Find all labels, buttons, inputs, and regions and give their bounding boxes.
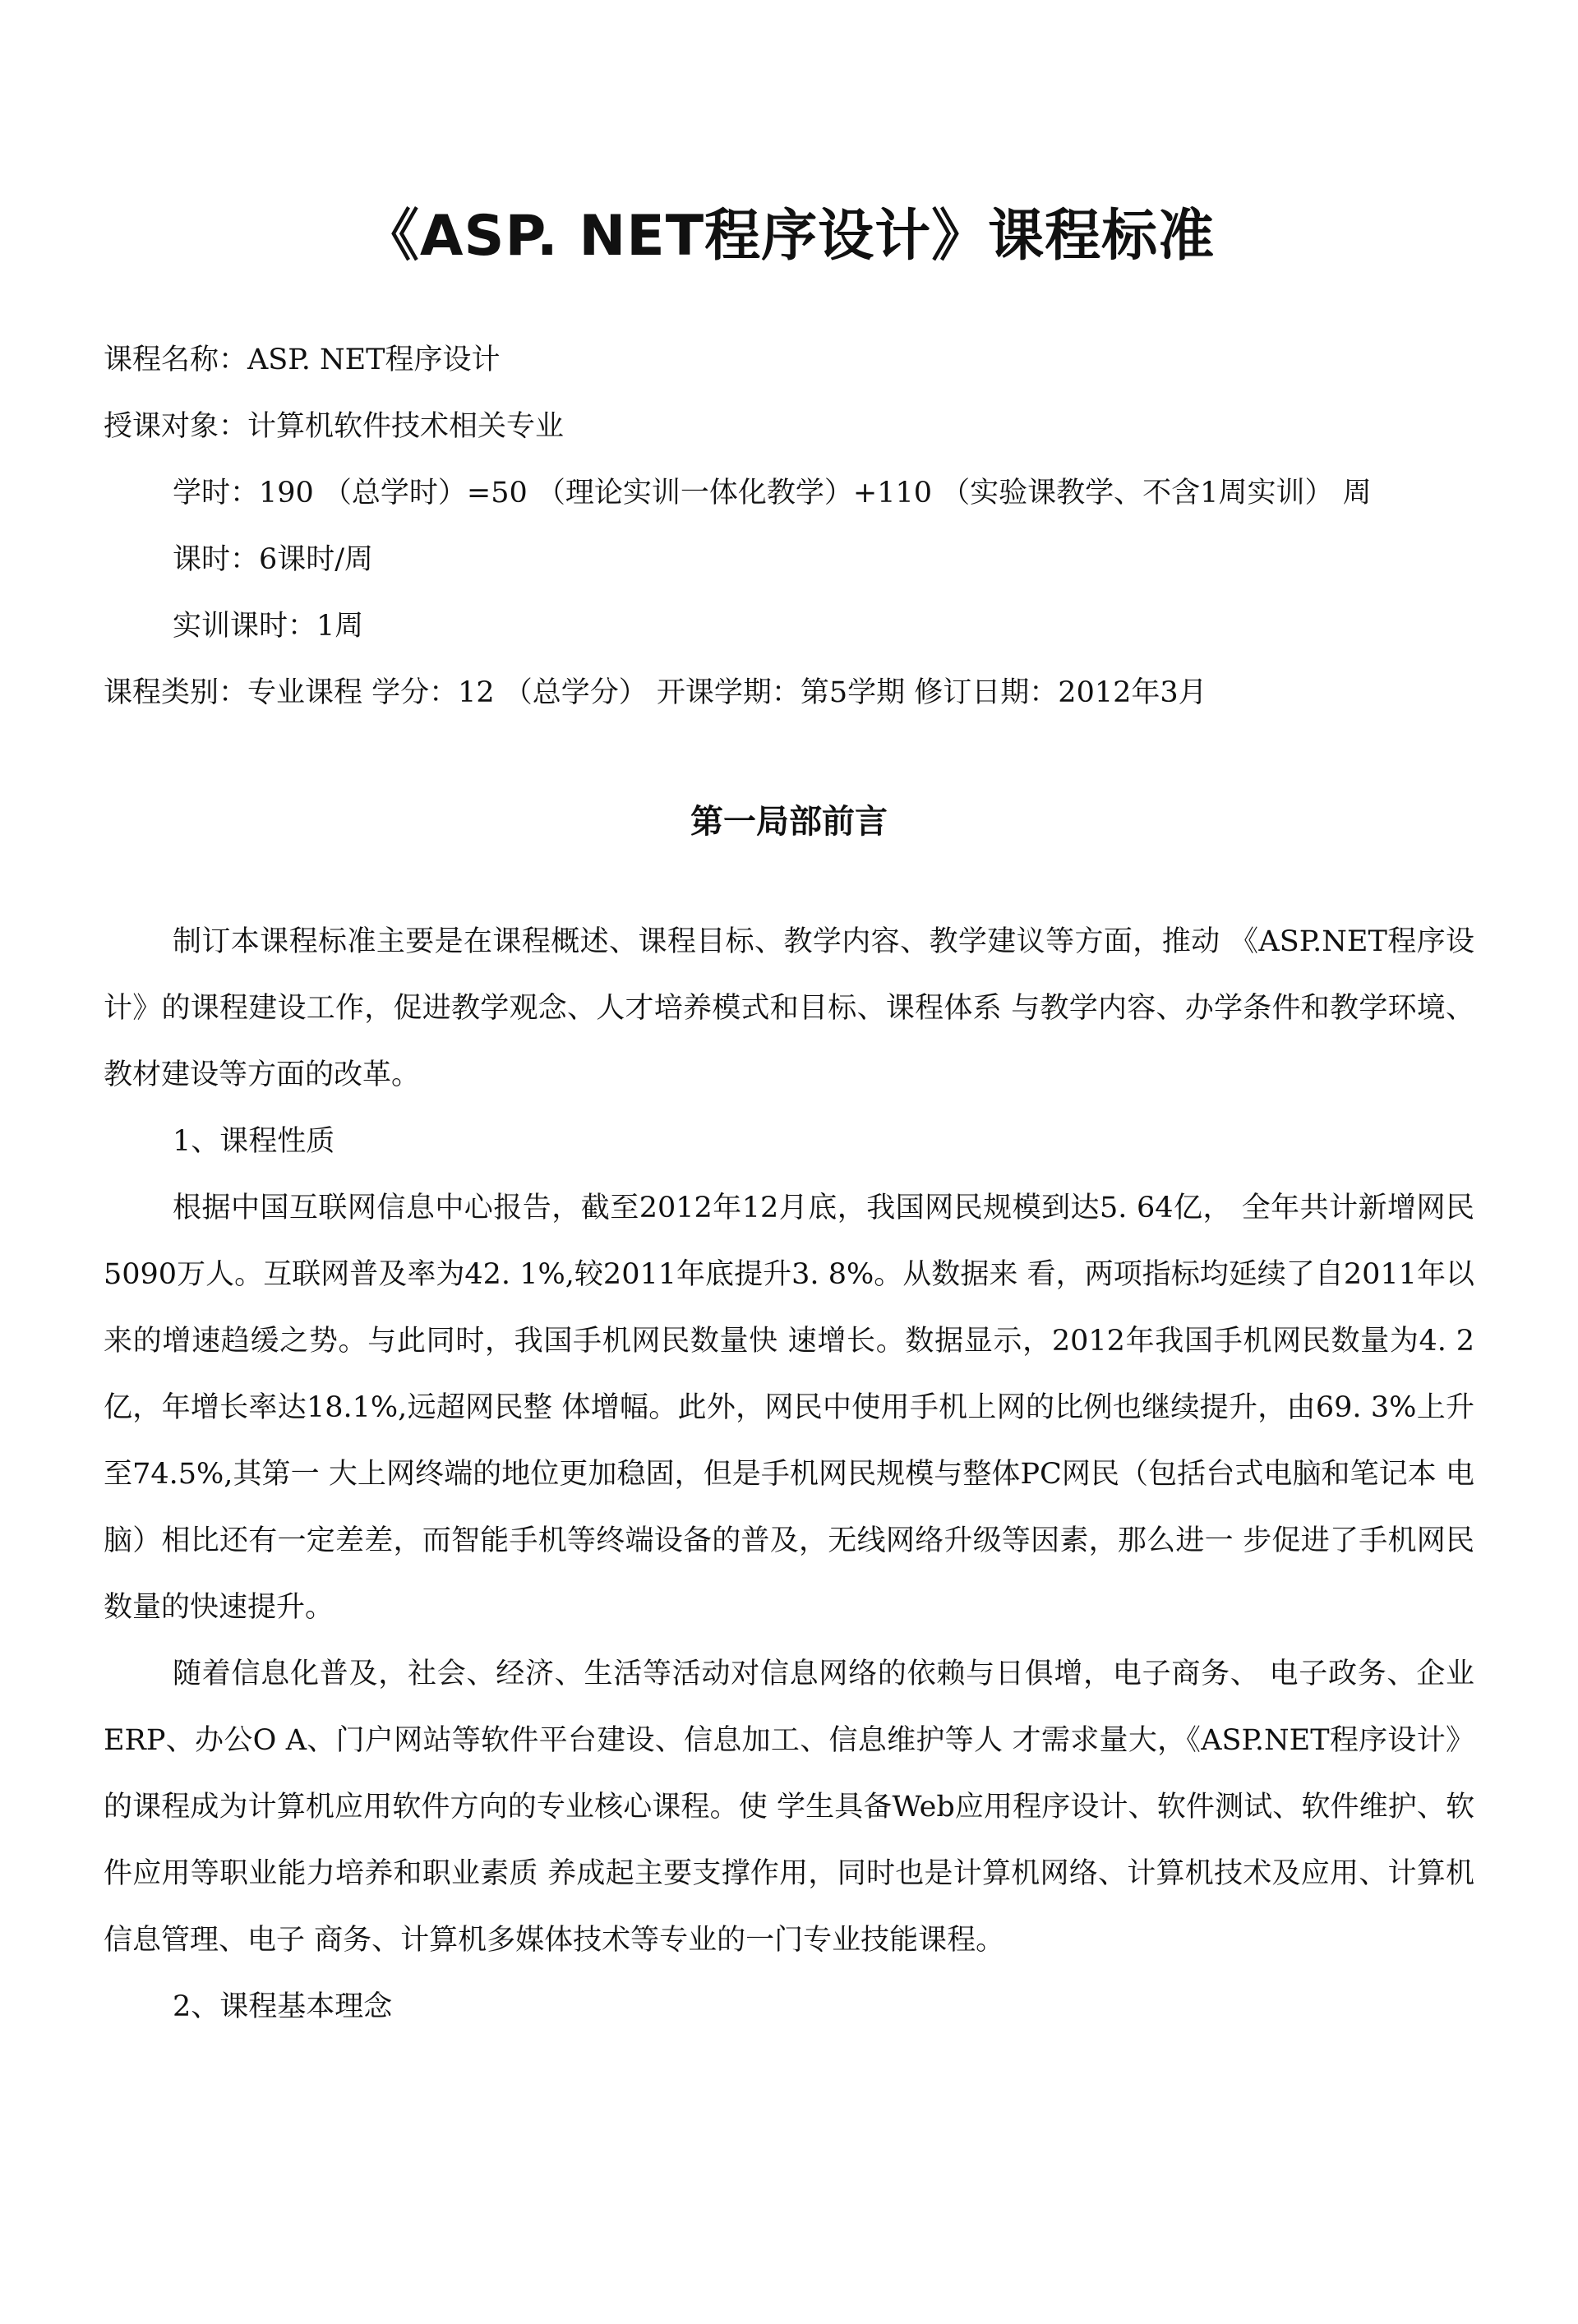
paragraph-course-nature-1: 根据中国互联网信息中心报告，截至2012年12月底，我国网民规模到达5. 64亿， 全年共计新增网民5090万人。互联网普及率为42. 1%,较2011年底提升3. 8%。从数据来 看，两项指标均延续了自2011年以来的增速趋缓之势。与此同时，我国手机网民数量快 速增长。数据显示，2012年我国手机网民数量为4. 2亿，年增长率达18.1%,远超网民整 体增幅。此外，网民中使用手机上网的比例也继续提升，由69. 3%上升至74.5%,其第一 大上网终端的地位更加稳固，但是手机网民规模与整体PC网民（包括台式电脑和笔记本 电脑）相比还有一定差差，而智能手机等终端设备的普及，无线网络升级等因素，那么进一 步促进了手机网民数量的快速提升。 — [104, 1192, 1474, 1624]
course-info — [104, 327, 1474, 726]
section-body — [104, 909, 1474, 2040]
course-name-line: 课程名称：ASP. NET程序设计 — [104, 344, 501, 376]
weekly-hours-line: 课时：6课时/周 — [173, 543, 374, 576]
subsection-heading-basic-concept: 2、课程基本理念 — [173, 1990, 393, 2023]
document-title: 《ASP. NET程序设计》课程标准 — [362, 204, 1216, 269]
subsection-heading-course-nature: 1、课程性质 — [173, 1125, 335, 1158]
audience-line: 授课对象：计算机软件技术相关专业 — [104, 410, 565, 443]
paragraph-course-nature-2: 随着信息化普及，社会、经济、生活等活动对信息网络的依赖与日俱增，电子商务、 电子政务、企业ERP、办公O A、门户网站等软件平台建设、信息加工、信息维护等人 才需求量大，《ASP.NET程序设计》的课程成为计算机应用软件方向的专业核心课程。使 学生具备Web应用程序设计、软件测试、软件维护、软件应用等职业能力培养和职业素质 养成起主要支撑作用，同时也是计算机网络、计算机技术及应用、计算机信息管理、电子 商务、计算机多媒体技术等专业的一门专业技能课程。 — [104, 1658, 1474, 1957]
training-hours-line: 实训课时：1周 — [173, 610, 364, 643]
intro-paragraph: 制订本课程标准主要是在课程概述、课程目标、教学内容、教学建议等方面，推动 《ASP.NET程序设计》的课程建设工作，促进教学观念、人才培养模式和目标、课程体系 与教学内容、办学条件和教学环境、教材建设等方面的改革。 — [104, 925, 1474, 1091]
section-heading: 第一局部前言 — [690, 803, 888, 841]
hours-line: 学时：190 （总学时）=50 （理论实训一体化教学）+110 （实验课教学、不含1周实训） 周 — [173, 477, 1372, 510]
course-category-line: 课程类别：专业课程 学分：12 （总学分） 开课学期：第5学期 修订日期：2012年3月 — [104, 676, 1207, 709]
